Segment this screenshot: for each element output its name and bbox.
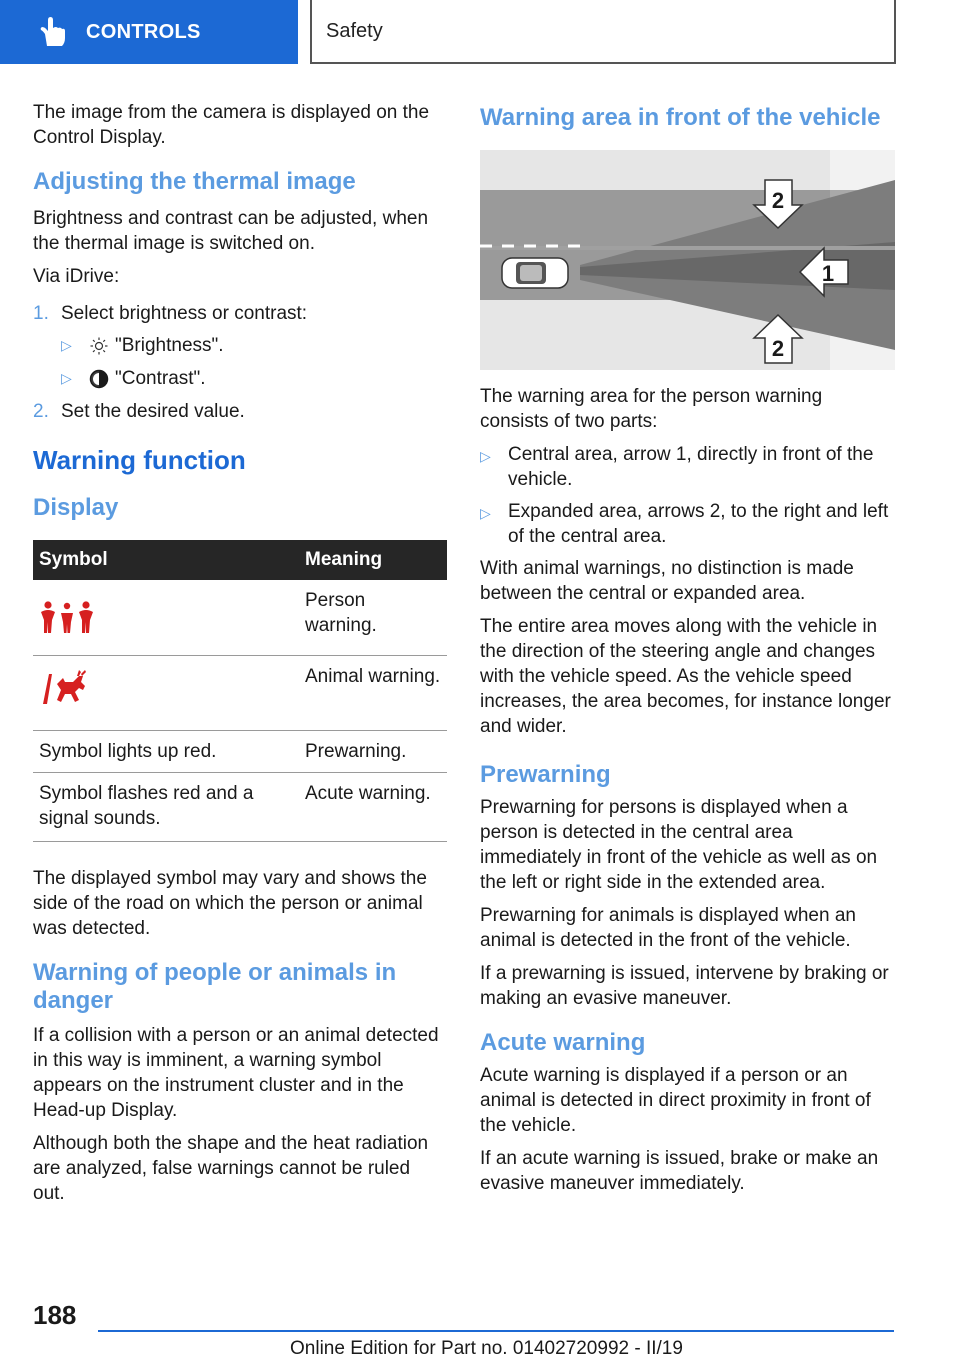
danger-text-1: If a collision with a person or an animal detected in this way is imminent, a warning symbol appears on the instrument cluster and in the Head-up Display. (33, 1024, 439, 1121)
table-header-meaning: Meaning (299, 540, 447, 580)
table-row (33, 655, 447, 730)
page-number: 188 (33, 1300, 77, 1330)
table-header-symbol: Symbol (33, 540, 299, 580)
acute-text-1: Acute warning is displayed if a person or an animal is detected in direct proximity in front of the vehicle. (480, 1065, 871, 1136)
list-item-text: Central area, arrow 1, directly in front of the vehicle. (508, 444, 874, 490)
sub-item-brightness (61, 333, 447, 358)
prewarning-text-2: Prewarning for animals is displayed when an animal is detected in the front of the vehicle. (480, 905, 856, 951)
triangle-bullet-icon: ▷ (480, 448, 491, 464)
left-column (33, 100, 447, 1214)
table-row (33, 580, 447, 655)
table-cell-meaning: Person warning. (299, 580, 447, 655)
table-cell-meaning: Acute warning. (299, 772, 447, 841)
edition-text: Online Edition for Part no. 01402720992 - II/19 (290, 1338, 683, 1359)
sub-item-text: "Contrast". (115, 368, 206, 389)
table-header-row (33, 540, 447, 580)
step-number: 2. (33, 401, 49, 422)
brightness-icon (89, 336, 115, 356)
warning-area-figure (480, 150, 895, 370)
intro-text: The image from the camera is displayed on the Control Display. (33, 102, 430, 148)
table-cell-symbol: Symbol lights up red. (33, 730, 299, 772)
prewarning-heading: Prewarning (480, 761, 611, 788)
hand-pointer-icon (36, 15, 70, 49)
warning-function-heading: Warning function (33, 445, 246, 475)
animal-text: With animal warnings, no distinction is made between the central or expanded area. (480, 558, 854, 604)
after-table-text: The displayed symbol may vary and shows the side of the road on which the person or animal was detected. (33, 867, 427, 939)
table-cell-symbol: Symbol flashes red and a signal sounds. (33, 772, 299, 841)
table-cell-meaning: Prewarning. (299, 730, 447, 772)
triangle-bullet-icon: ▷ (61, 370, 72, 386)
display-heading: Display (33, 494, 119, 521)
arrow-label-1: 1 (821, 261, 835, 286)
table-cell-symbol (33, 580, 299, 655)
adjust-heading: Adjusting the thermal image (33, 168, 356, 195)
step-2 (33, 399, 447, 424)
acute-text-2: If an acute warning is issued, brake or make an evasive maneuver immediately. (480, 1148, 879, 1194)
via-idrive-text: Via iDrive: (33, 266, 120, 287)
step-text: Set the desired value. (61, 401, 245, 422)
list-item (480, 499, 895, 549)
footer-divider (98, 1330, 894, 1332)
symbol-table (33, 540, 447, 842)
prewarning-text-1: Prewarning for persons is displayed when a person is detected in the central area immediately in front of the vehicle as well as on the left or right side in the extended area. (480, 797, 878, 893)
arrow-label-2-bottom: 2 (771, 336, 785, 361)
step-number: 1. (33, 303, 49, 324)
person-warning-icon (39, 600, 95, 641)
danger-heading: Warning of people or animals in danger (33, 958, 397, 1014)
triangle-bullet-icon: ▷ (480, 505, 491, 521)
danger-text-2: Although both the shape and the heat radiation are analyzed, false warnings cannot be ruled out. (33, 1132, 429, 1204)
table-cell-symbol (33, 655, 299, 730)
right-column (480, 100, 895, 1204)
area-text: The warning area for the person warning consists of two parts: (480, 386, 823, 432)
table-row (33, 730, 447, 772)
car-icon (502, 258, 568, 288)
triangle-bullet-icon: ▷ (61, 337, 72, 353)
table-cell-meaning: Animal warning. (299, 655, 447, 730)
adjust-text: Brightness and contrast can be adjusted, when the thermal image is switched on. (33, 208, 429, 254)
moves-text: The entire area moves along with the vehicle in the direction of the steering angle and changes with the vehicle speed. As the vehicle speed increases, the area becomes, for instance longer and wider. (480, 616, 891, 737)
sub-item-contrast (61, 366, 447, 391)
acute-heading: Acute warning (480, 1029, 646, 1056)
warning-area-heading: Warning area in front of the vehicle (480, 104, 881, 131)
sub-item-text: "Brightness". (115, 335, 224, 356)
step-text: Select brightness or contrast: (61, 303, 308, 324)
list-item (480, 442, 895, 492)
animal-warning-icon (39, 670, 95, 713)
chapter-tab[interactable] (0, 0, 298, 64)
chapter-label: CONTROLS (86, 20, 201, 43)
arrow-label-2-top: 2 (771, 188, 785, 213)
prewarning-text-3: If a prewarning is issued, intervene by braking or making an evasive maneuver. (480, 963, 889, 1009)
contrast-icon (89, 369, 115, 389)
section-title: Safety (310, 0, 896, 64)
list-item-text: Expanded area, arrows 2, to the right and left of the central area. (508, 501, 889, 547)
table-row (33, 772, 447, 841)
step-1 (33, 301, 447, 326)
